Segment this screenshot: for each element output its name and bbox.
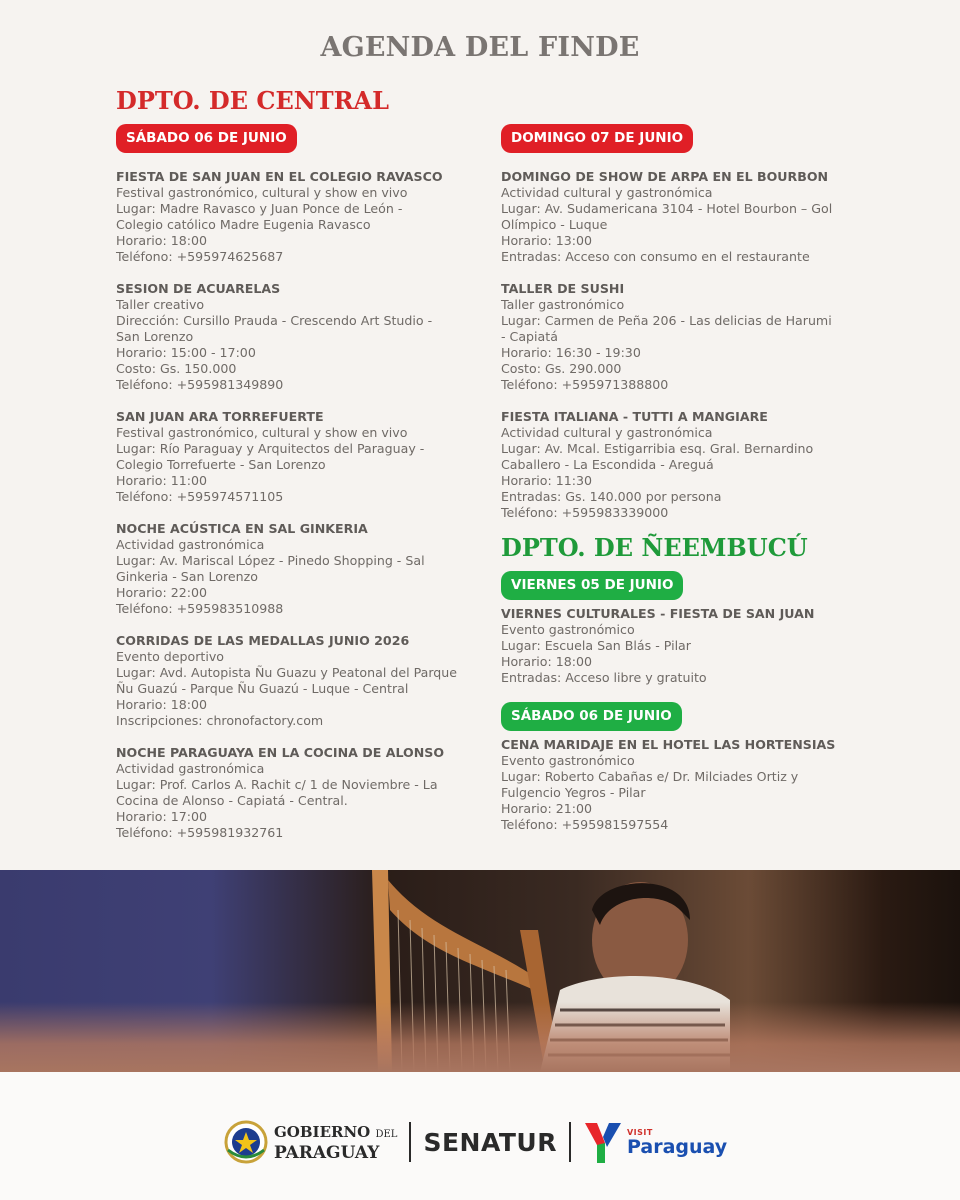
- event-detail-line: Inscripciones: chronofactory.com: [116, 713, 324, 728]
- gobierno-word: GOBIERNO: [274, 1122, 371, 1141]
- event-detail-line: Entradas: Acceso con consumo en el restaurante: [501, 249, 810, 264]
- del-word: DEL: [375, 1128, 398, 1140]
- right-column: [501, 124, 861, 849]
- event-detail-line: Teléfono: +595974625687: [116, 249, 284, 264]
- paraguay-word: PARAGUAY: [274, 1142, 380, 1163]
- event-list: [501, 169, 861, 521]
- paraguay-coat-of-arms-icon: [224, 1120, 268, 1164]
- event-detail-line: Actividad gastronómica: [116, 761, 265, 776]
- event-detail-line: Ñu Guazú - Parque Ñu Guazú - Luque - Central: [116, 681, 409, 696]
- date-badge-neembucu-saturday: SÁBADO 06 DE JUNIO: [501, 702, 682, 731]
- event-name: DOMINGO DE SHOW DE ARPA EN EL BOURBON: [501, 169, 829, 184]
- event-name: VIERNES CULTURALES - FIESTA DE SAN JUAN: [501, 606, 815, 621]
- event-list: [501, 737, 861, 833]
- event-detail-line: Evento deportivo: [116, 649, 225, 664]
- event-detail-line: Festival gastronómico, cultural y show en vivo: [116, 185, 408, 200]
- event-detail-line: Evento gastronómico: [501, 753, 635, 768]
- event-detail-line: Lugar: Av. Sudamericana 3104 - Hotel Bourbon – Gol: [501, 201, 833, 216]
- event-detail-line: Actividad cultural y gastronómica: [501, 425, 713, 440]
- event-name: NOCHE PARAGUAYA EN LA COCINA DE ALONSO: [116, 745, 445, 760]
- event-detail-line: Cocina de Alonso - Capiatá - Central.: [116, 793, 348, 808]
- event-detail-line: Dirección: Cursillo Prauda - Crescendo Art Studio -: [116, 313, 433, 328]
- sponsor-logos: [224, 1112, 727, 1172]
- event-detail-line: Lugar: Prof. Carlos A. Rachit c/ 1 de Noviembre - La: [116, 777, 438, 792]
- event-detail-line: Horario: 18:00: [116, 697, 207, 712]
- event-detail-line: Horario: 13:00: [501, 233, 592, 248]
- event-item: [501, 409, 861, 521]
- event-name: NOCHE ACÚSTICA EN SAL GINKERIA: [116, 521, 368, 536]
- event-detail-line: Teléfono: +595981349890: [116, 377, 284, 392]
- event-item: [501, 606, 861, 686]
- event-detail-line: Caballero - La Escondida - Areguá: [501, 457, 714, 472]
- event-detail-line: Costo: Gs. 290.000: [501, 361, 622, 376]
- event-detail-line: Teléfono: +595974571105: [116, 489, 284, 504]
- event-detail-line: Horario: 21:00: [501, 801, 592, 816]
- logo-divider: [569, 1122, 571, 1162]
- event-detail-line: Lugar: Río Paraguay y Arquitectos del Paraguay -: [116, 441, 425, 456]
- senatur-logo: SENATUR: [423, 1127, 557, 1157]
- event-detail-line: Lugar: Escuela San Blás - Pilar: [501, 638, 691, 653]
- event-detail-line: Horario: 17:00: [116, 809, 207, 824]
- event-name: CENA MARIDAJE EN EL HOTEL LAS HORTENSIAS: [501, 737, 836, 752]
- event-detail-line: Lugar: Av. Mcal. Estigarribia esq. Gral. Bernardino: [501, 441, 814, 456]
- event-detail-line: Entradas: Gs. 140.000 por persona: [501, 489, 722, 504]
- visit-paraguay-y-icon: [583, 1119, 623, 1165]
- event-detail-line: Horario: 18:00: [501, 654, 592, 669]
- event-detail-line: San Lorenzo: [116, 329, 194, 344]
- event-item: [116, 633, 466, 729]
- event-detail-line: Lugar: Roberto Cabañas e/ Dr. Milciades Ortiz y: [501, 769, 799, 784]
- event-detail-line: Horario: 11:00: [116, 473, 207, 488]
- event-detail-line: Horario: 16:30 - 19:30: [501, 345, 641, 360]
- event-detail-line: Costo: Gs. 150.000: [116, 361, 237, 376]
- gobierno-logo-text: [274, 1123, 397, 1162]
- event-item: [116, 409, 466, 505]
- event-detail-line: Lugar: Madre Ravasco y Juan Ponce de León -: [116, 201, 403, 216]
- event-detail-line: Horario: 15:00 - 17:00: [116, 345, 256, 360]
- date-badge-central-sunday: DOMINGO 07 DE JUNIO: [501, 124, 693, 153]
- event-detail-line: Colegio católico Madre Eugenia Ravasco: [116, 217, 371, 232]
- event-name: CORRIDAS DE LAS MEDALLAS JUNIO 2026: [116, 633, 410, 648]
- event-detail-line: Taller gastronómico: [501, 297, 625, 312]
- event-detail-line: Lugar: Carmen de Peña 206 - Las delicias de Harumi: [501, 313, 832, 328]
- event-detail-line: Horario: 11:30: [501, 473, 592, 488]
- event-detail-line: Horario: 18:00: [116, 233, 207, 248]
- event-name: SESION DE ACUARELAS: [116, 281, 281, 296]
- event-list: [501, 606, 861, 686]
- event-detail-line: Fulgencio Yegros - Pilar: [501, 785, 646, 800]
- event-detail-line: Taller creativo: [116, 297, 205, 312]
- event-detail-line: Evento gastronómico: [501, 622, 635, 637]
- event-item: [116, 281, 466, 393]
- event-name: TALLER DE SUSHI: [501, 281, 625, 296]
- event-detail-line: Teléfono: +595983510988: [116, 601, 284, 616]
- dept-central-heading: DPTO. DE CENTRAL: [116, 86, 390, 115]
- event-detail-line: Teléfono: +595981597554: [501, 817, 669, 832]
- event-name: FIESTA ITALIANA - TUTTI A MANGIARE: [501, 409, 768, 424]
- event-detail-line: Teléfono: +595983339000: [501, 505, 669, 520]
- visit-paraguay-logo: [583, 1119, 727, 1165]
- event-list: [116, 169, 466, 841]
- page-title: AGENDA DEL FINDE: [320, 32, 640, 63]
- event-detail-line: - Capiatá: [501, 329, 558, 344]
- footer: [0, 1072, 960, 1200]
- logo-divider: [409, 1122, 411, 1162]
- paraguay-brand-word: Paraguay: [626, 1135, 728, 1158]
- date-badge-neembucu-friday: VIERNES 05 DE JUNIO: [501, 571, 683, 600]
- visit-word: VISIT: [626, 1127, 653, 1137]
- event-detail-line: Horario: 22:00: [116, 585, 207, 600]
- event-item: [501, 281, 861, 393]
- event-detail-line: Teléfono: +595971388800: [501, 377, 669, 392]
- harpist-photo: [0, 870, 960, 1072]
- event-detail-line: Actividad cultural y gastronómica: [501, 185, 713, 200]
- event-detail-line: Actividad gastronómica: [116, 537, 265, 552]
- date-badge-central-saturday: SÁBADO 06 DE JUNIO: [116, 124, 297, 153]
- event-item: [501, 169, 861, 265]
- event-detail-line: Lugar: Av. Mariscal López - Pinedo Shopping - Sal: [116, 553, 425, 568]
- event-detail-line: Entradas: Acceso libre y gratuito: [501, 670, 707, 685]
- event-detail-line: Olímpico - Luque: [501, 217, 608, 232]
- stage-floor: [0, 1002, 960, 1072]
- event-detail-line: Lugar: Avd. Autopista Ñu Guazu y Peatonal del Parque: [116, 665, 458, 680]
- dept-neembucu-heading: DPTO. DE ÑEEMBUCÚ: [501, 533, 808, 562]
- event-detail-line: Festival gastronómico, cultural y show en vivo: [116, 425, 408, 440]
- central-saturday-column: [116, 86, 466, 857]
- event-item: [116, 745, 466, 841]
- event-detail-line: Colegio Torrefuerte - San Lorenzo: [116, 457, 326, 472]
- event-detail-line: Teléfono: +595981932761: [116, 825, 284, 840]
- event-detail-line: Ginkeria - San Lorenzo: [116, 569, 258, 584]
- event-item: [501, 737, 861, 833]
- event-name: SAN JUAN ARA TORREFUERTE: [116, 409, 324, 424]
- event-item: [116, 169, 466, 265]
- event-name: FIESTA DE SAN JUAN EN EL COLEGIO RAVASCO: [116, 169, 443, 184]
- event-item: [116, 521, 466, 617]
